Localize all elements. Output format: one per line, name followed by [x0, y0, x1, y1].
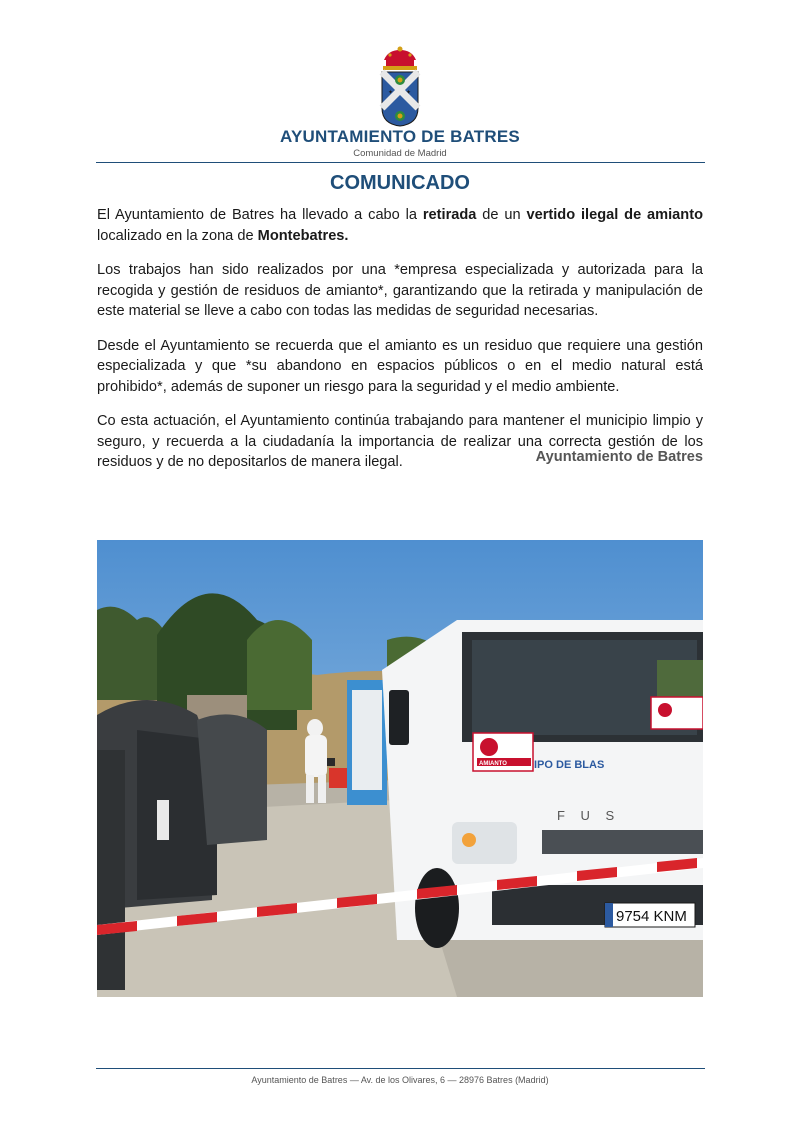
- p1-text-c: de un: [476, 207, 527, 223]
- paragraph-2: Los trabajos han sido realizados por una *empresa especializada y autorizada para la recogida y gestión de residuos de amianto*, garantizando que la retirada y manipulación de este material se lleve a cabo con todas las medidas de seguridad necesarias.: [97, 262, 703, 319]
- org-name: AYUNTAMIENTO DE BATRES: [280, 127, 520, 146]
- document-body: [97, 205, 703, 487]
- signature: Ayuntamiento de Batres: [535, 449, 703, 465]
- coat-of-arms-logo: [376, 46, 424, 128]
- site-photo: [97, 540, 703, 997]
- footer-divider: [96, 1068, 705, 1069]
- footer-address: Ayuntamiento de Batres — Av. de los Olivares, 6 — 28976 Batres (Madrid): [251, 1075, 549, 1085]
- document-title: COMUNICADO: [330, 172, 470, 194]
- paragraph-3: Desde el Ayuntamiento se recuerda que el amianto es un residuo que requiere una gestión especializada y que *su abandono en espacios públicos o en el medio natural está prohibido*, además de suponer un riesgo para la seguridad y el medio ambiente.: [97, 337, 703, 395]
- license-plate: 9754 KNM: [616, 908, 687, 925]
- truck-brand-text: F U S: [557, 808, 621, 823]
- p1-bold-location: Montebatres.: [257, 227, 349, 244]
- amianto-sign-label: AMIANTO: [479, 761, 507, 767]
- p1-text-e: localizado en la zona de: [97, 227, 258, 244]
- paragraph-1: [97, 205, 703, 246]
- paragraph-4: Co esta actuación, el Ayuntamiento continúa trabajando para mantener el municipio limpio y seguro, y recuerda a la ciudadanía la importancia de realizar una correcta gestión de los residuos y de no depositarlos de manera ilegal.: [97, 413, 703, 470]
- svg-text:✦: ✦: [388, 89, 394, 96]
- header-divider: [96, 162, 705, 163]
- p1-bold-vertido: vertido ilegal de amianto: [526, 207, 703, 223]
- p1-bold-retirada: retirada: [422, 207, 477, 223]
- region-label: Comunidad de Madrid: [353, 148, 447, 159]
- truck-door-text: IPO DE BLAS: [534, 759, 605, 771]
- svg-text:✦: ✦: [406, 89, 412, 96]
- p1-text-a: El Ayuntamiento de Batres ha llevado a cabo la: [97, 207, 423, 223]
